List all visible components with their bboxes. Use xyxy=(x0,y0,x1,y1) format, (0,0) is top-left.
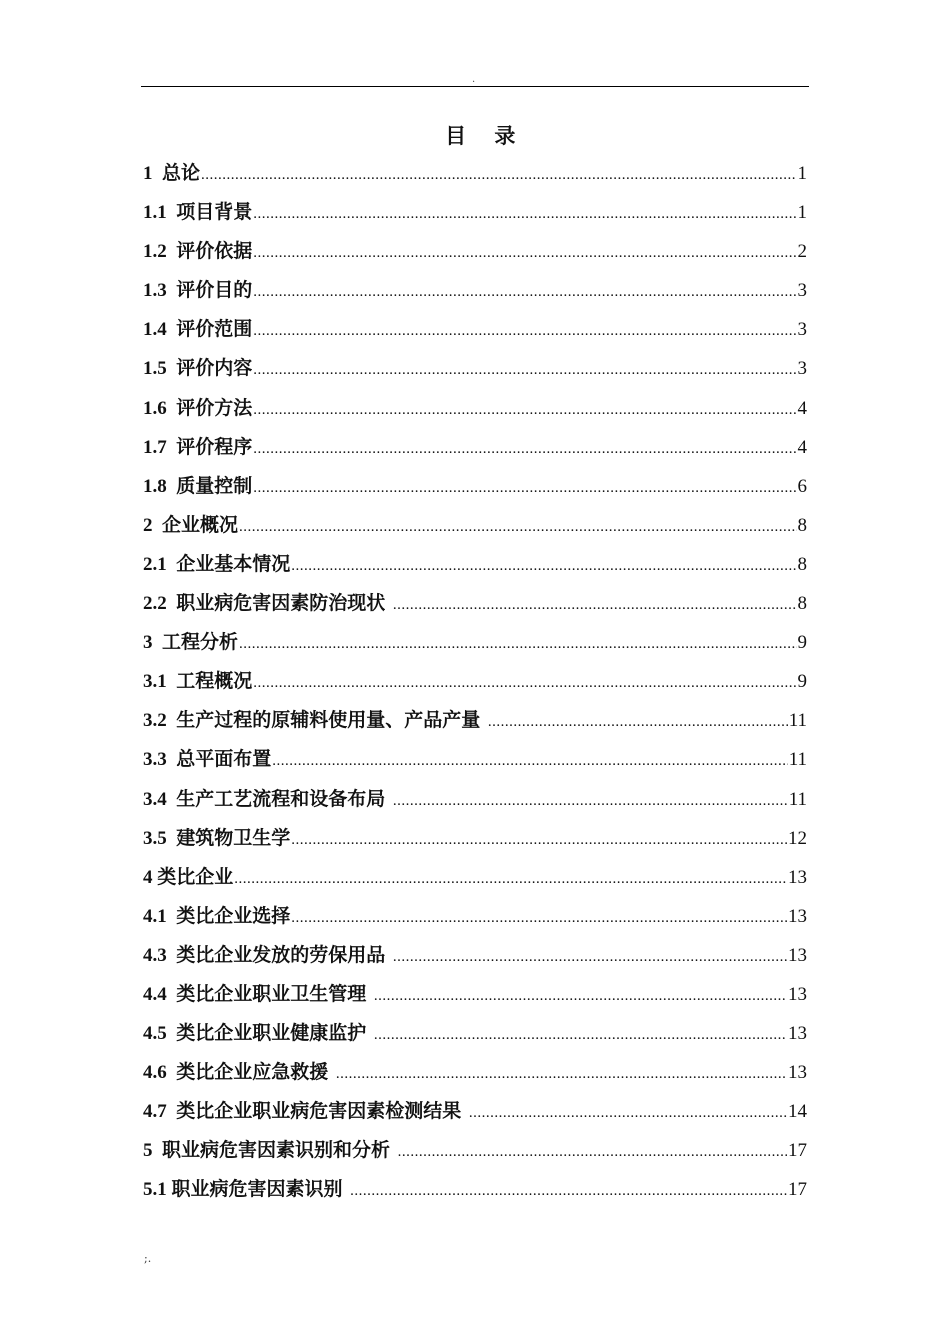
toc-dot-leader xyxy=(253,234,796,273)
footer-mark: ;. xyxy=(144,1252,152,1265)
toc-entry[interactable] xyxy=(143,897,807,936)
toc-entry[interactable] xyxy=(143,623,807,662)
toc-entry-number: 4.7 xyxy=(143,1101,177,1123)
toc-entry[interactable] xyxy=(143,584,807,623)
toc-dot-leader xyxy=(253,391,796,430)
toc-dot-leader xyxy=(239,508,796,547)
toc-entry[interactable] xyxy=(143,936,807,975)
toc-entry-number: 4.3 xyxy=(143,944,177,966)
toc-entry[interactable] xyxy=(143,545,807,584)
toc-dot-leader xyxy=(393,938,787,977)
toc-entry-title: 工程分析 xyxy=(162,631,239,654)
toc-entry-number: 4.1 xyxy=(143,905,177,927)
toc-entry-page: 13 xyxy=(788,1062,807,1084)
toc-entry-number: 3.3 xyxy=(143,749,177,771)
toc-dot-leader xyxy=(253,195,796,234)
toc-entry[interactable] xyxy=(143,662,807,701)
toc-entry-title: 建筑物卫生学 xyxy=(176,826,291,849)
toc-entry-page: 12 xyxy=(788,827,807,849)
toc-entry-title: 评价目的 xyxy=(176,279,253,302)
toc-entry-number: 1.5 xyxy=(143,358,177,380)
toc-dot-leader xyxy=(398,1133,787,1172)
toc-entry-title: 评价程序 xyxy=(176,435,253,458)
toc-entry-number: 3 xyxy=(143,632,162,654)
toc-entry-title: 评价方法 xyxy=(176,396,253,419)
toc-dot-leader xyxy=(253,273,796,312)
toc-entry-number: 1.6 xyxy=(143,397,177,419)
table-of-contents xyxy=(143,154,807,1210)
toc-entry[interactable] xyxy=(143,1053,807,1092)
toc-entry-title: 类比企业职业病危害因素检测结果 xyxy=(176,1100,468,1123)
toc-dot-leader xyxy=(253,312,796,351)
toc-dot-leader xyxy=(201,156,796,195)
toc-entry-title: 类比企业选择 xyxy=(176,904,291,927)
toc-entry[interactable] xyxy=(143,467,807,506)
header-mark: . xyxy=(472,74,476,85)
toc-dot-leader xyxy=(234,860,787,899)
toc-entry-page: 1 xyxy=(797,163,807,184)
toc-entry[interactable] xyxy=(143,1014,807,1053)
toc-entry-page: 9 xyxy=(797,632,807,654)
toc-entry-page: 14 xyxy=(788,1101,807,1123)
toc-dot-leader xyxy=(291,821,787,860)
toc-entry-page: 3 xyxy=(797,358,807,380)
header-rule xyxy=(141,86,809,87)
toc-title: 目 录 xyxy=(445,124,526,148)
toc-entry-number: 1 xyxy=(143,163,162,184)
toc-entry[interactable] xyxy=(143,428,807,467)
toc-entry-number: 2.1 xyxy=(143,553,177,575)
toc-entry-title: 职业病危害因素识别和分析 xyxy=(162,1139,397,1162)
toc-entry[interactable] xyxy=(143,349,807,388)
toc-entry-page: 2 xyxy=(797,241,807,263)
toc-entry[interactable] xyxy=(143,819,807,858)
toc-entry-page: 1 xyxy=(797,202,807,224)
toc-entry[interactable] xyxy=(143,975,807,1014)
toc-entry-page: 4 xyxy=(797,436,807,458)
toc-entry-title: 职业病危害因素识别 xyxy=(171,1178,350,1201)
toc-entry-number: 4.5 xyxy=(143,1023,177,1045)
toc-entry-page: 3 xyxy=(797,319,807,341)
toc-entry-title: 类比企业应急救援 xyxy=(176,1061,335,1084)
toc-entry[interactable] xyxy=(143,1170,807,1209)
toc-entry-page: 3 xyxy=(797,280,807,302)
toc-entry-number: 2 xyxy=(143,514,162,536)
toc-entry-title: 质量控制 xyxy=(176,474,253,497)
toc-dot-leader xyxy=(291,899,787,938)
toc-entry[interactable] xyxy=(143,780,807,819)
toc-entry-number: 3.5 xyxy=(143,827,177,849)
toc-entry-number: 3.4 xyxy=(143,788,177,810)
toc-entry[interactable] xyxy=(143,701,807,740)
toc-entry-page: 13 xyxy=(788,866,807,888)
toc-entry-number: 4.4 xyxy=(143,983,177,1005)
toc-entry-page: 8 xyxy=(797,553,807,575)
toc-entry-number: 1.1 xyxy=(143,202,177,224)
toc-entry-number: 5 xyxy=(143,1140,162,1162)
toc-entry-page: 11 xyxy=(788,788,807,810)
toc-entry[interactable] xyxy=(143,271,807,310)
toc-entry-page: 13 xyxy=(788,983,807,1005)
toc-entry-title: 生产过程的原辅料使用量、产品产量 xyxy=(176,709,487,732)
toc-entry-number: 1.2 xyxy=(143,241,177,263)
toc-entry-title: 评价范围 xyxy=(176,318,253,341)
toc-entry-page: 4 xyxy=(797,397,807,419)
toc-entry-number: 4.6 xyxy=(143,1062,177,1084)
toc-entry-page: 8 xyxy=(797,514,807,536)
toc-entry[interactable] xyxy=(143,506,807,545)
toc-entry[interactable] xyxy=(143,389,807,428)
toc-entry-title: 生产工艺流程和设备布局 xyxy=(176,787,392,810)
toc-entry-page: 8 xyxy=(797,593,807,615)
toc-entry-title: 职业病危害因素防治现状 xyxy=(176,592,392,615)
toc-entry[interactable] xyxy=(143,232,807,271)
toc-entry-title: 企业基本情况 xyxy=(176,552,291,575)
toc-entry-page: 17 xyxy=(788,1140,807,1162)
toc-entry-title: 总平面布置 xyxy=(176,748,272,771)
toc-dot-leader xyxy=(336,1055,787,1094)
toc-entry[interactable] xyxy=(143,740,807,779)
toc-dot-leader xyxy=(272,742,787,781)
toc-entry-title: 类比企业 xyxy=(157,865,234,888)
toc-entry-page: 9 xyxy=(797,671,807,693)
toc-entry-number: 4 xyxy=(143,866,158,888)
toc-entry-number: 1.8 xyxy=(143,475,177,497)
toc-entry-title: 类比企业职业健康监护 xyxy=(176,1022,373,1045)
toc-entry-title: 总论 xyxy=(162,162,201,184)
toc-entry-number: 1.3 xyxy=(143,280,177,302)
toc-entry-number: 1.7 xyxy=(143,436,177,458)
toc-dot-leader xyxy=(488,703,788,742)
toc-entry[interactable] xyxy=(143,1092,807,1131)
toc-dot-leader xyxy=(393,782,788,821)
toc-entry-number: 1.4 xyxy=(143,319,177,341)
toc-entry[interactable] xyxy=(143,193,807,232)
toc-entry[interactable] xyxy=(143,858,807,897)
toc-entry-page: 17 xyxy=(788,1179,807,1201)
toc-dot-leader xyxy=(374,977,787,1016)
toc-entry-title: 评价内容 xyxy=(176,357,253,380)
toc-entry-title: 类比企业发放的劳保用品 xyxy=(176,943,392,966)
toc-dot-leader xyxy=(393,586,797,625)
toc-entry[interactable] xyxy=(143,1131,807,1170)
toc-entry-title: 类比企业职业卫生管理 xyxy=(176,982,373,1005)
toc-dot-leader xyxy=(253,351,796,390)
toc-entry-number: 3.2 xyxy=(143,710,177,732)
toc-entry-page: 11 xyxy=(788,749,807,771)
toc-entry[interactable] xyxy=(143,310,807,349)
toc-entry-title: 企业概况 xyxy=(162,513,239,536)
toc-entry-title: 项目背景 xyxy=(176,201,253,224)
toc-entry-page: 13 xyxy=(788,1023,807,1045)
toc-dot-leader xyxy=(253,664,796,703)
toc-entry-number: 2.2 xyxy=(143,593,177,615)
toc-dot-leader xyxy=(374,1016,787,1055)
toc-dot-leader xyxy=(253,430,796,469)
toc-entry-page: 13 xyxy=(788,944,807,966)
toc-dot-leader xyxy=(253,469,796,508)
toc-entry-page: 6 xyxy=(797,475,807,497)
toc-entry-title: 工程概况 xyxy=(176,670,253,693)
toc-entry-page: 11 xyxy=(788,710,807,732)
toc-dot-leader xyxy=(350,1172,787,1211)
toc-entry[interactable] xyxy=(143,154,807,193)
toc-dot-leader xyxy=(469,1094,787,1133)
toc-entry-title: 评价依据 xyxy=(176,240,253,263)
toc-dot-leader xyxy=(239,625,796,664)
toc-entry-number: 3.1 xyxy=(143,671,177,693)
toc-dot-leader xyxy=(291,547,796,586)
toc-entry-number: 5.1 xyxy=(143,1179,172,1201)
toc-entry-page: 13 xyxy=(788,905,807,927)
